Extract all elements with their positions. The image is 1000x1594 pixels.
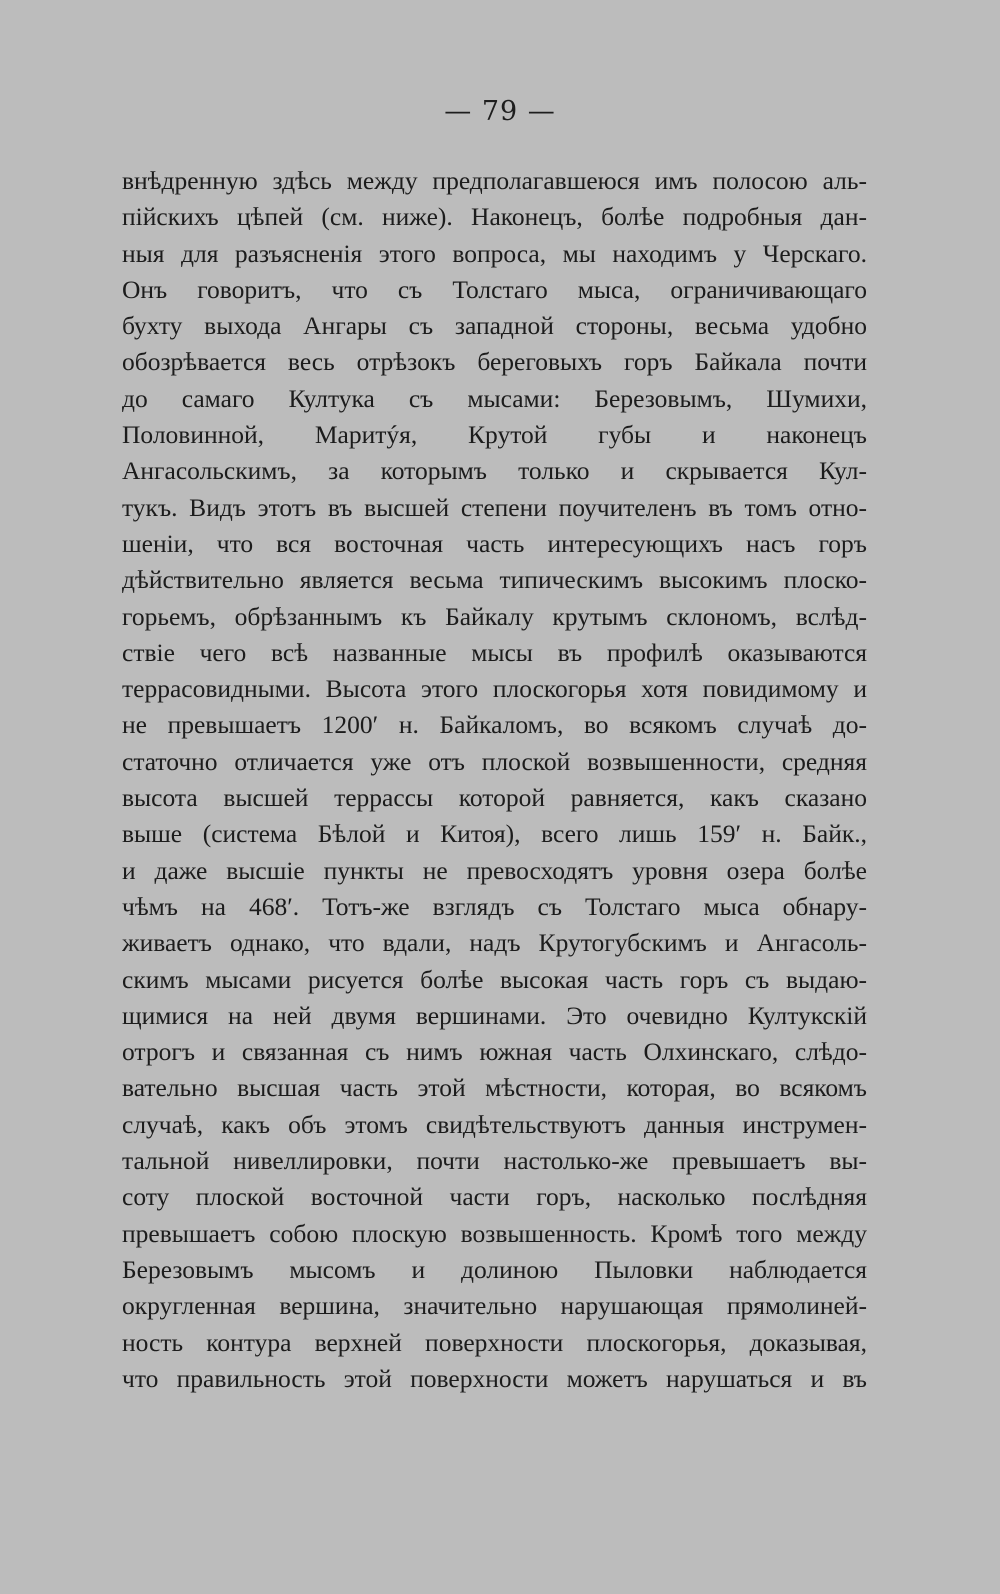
text-line: тальной нивеллировки, почти настолько-же превышаетъ вы-: [122, 1146, 867, 1176]
text-line: бухту выхода Ангары съ западной стороны, весьма удобно: [122, 311, 867, 341]
page-number: — 79 —: [444, 96, 556, 127]
text-line: соту плоской восточной части горъ, насколько послѣдняя: [122, 1182, 867, 1212]
text-line: выше (система Бѣлой и Китоя), всего лишь 159′ н. Байк.,: [122, 819, 867, 849]
text-line: Половинной, Маритýя, Крутой губы и наконецъ: [122, 420, 867, 450]
text-line: живаетъ однако, что вдали, надъ Крутогубскимъ и Ангасоль-: [122, 928, 867, 958]
text-line: тукъ. Видъ этотъ въ высшей степени поучителенъ въ томъ отно-: [122, 492, 867, 522]
text-line: ныя для разъясненія этого вопроса, мы находимъ у Черскаго.: [122, 238, 867, 268]
text-line: статочно отличается уже отъ плоской возвышенности, средняя: [122, 746, 867, 776]
text-line: не превышаетъ 1200′ н. Байкаломъ, во всякомъ случаѣ до-: [122, 710, 867, 740]
text-line: пійскихъ цѣпей (см. ниже). Наконецъ, болѣе подробныя дан-: [122, 202, 867, 232]
text-line: горьемъ, обрѣзаннымъ къ Байкалу крутымъ склономъ, вслѣд-: [122, 601, 867, 631]
text-line: скимъ мысами рисуется болѣе высокая часть горъ съ выдаю-: [122, 964, 867, 994]
text-line: террасовидными. Высота этого плоскогорья хотя повидимому и: [122, 674, 867, 704]
text-line: внѣдренную здѣсь между предполагавшеюся имъ полосою аль-: [122, 166, 867, 195]
text-line: Березовымъ мысомъ и долиною Пыловки наблюдается: [122, 1254, 867, 1284]
text-line: ствіе чего всѣ названные мысы въ профилѣ оказываются: [122, 637, 867, 667]
body-text: [122, 163, 867, 1397]
text-line: превышаетъ собою плоскую возвышенность. Кромѣ того между: [122, 1218, 867, 1248]
text-line: до самаго Култука съ мысами: Березовымъ, Шумихи,: [122, 383, 867, 413]
text-line: Онъ говоритъ, что съ Толстаго мыса, ограничивающаго: [122, 274, 867, 304]
text-line: что правильность этой поверхности можетъ нарушаться и въ: [122, 1363, 867, 1393]
text-line: высота высшей террассы которой равняется, какъ сказано: [122, 783, 867, 813]
text-line: Ангасольскимъ, за которымъ только и скрывается Кул-: [122, 456, 867, 486]
text-line: дѣйствительно является весьма типическимъ высокимъ плоско-: [122, 565, 867, 595]
text-line: вательно высшая часть этой мѣстности, которая, во всякомъ: [122, 1073, 867, 1103]
text-line: и даже высшіе пункты не превосходятъ уровня озера болѣе: [122, 855, 867, 885]
text-line: чѣмъ на 468′. Тотъ-же взглядъ съ Толстаго мыса обнару-: [122, 891, 867, 921]
text-line: шеніи, что вся восточная часть интересующихъ насъ горъ: [122, 528, 867, 558]
text-line: обозрѣвается весь отрѣзокъ береговыхъ горъ Байкала почти: [122, 347, 867, 377]
text-line: случаѣ, какъ объ этомъ свидѣтельствуютъ данныя инструмен-: [122, 1109, 867, 1139]
text-line: отрогъ и связанная съ нимъ южная часть Олхинскаго, слѣдо-: [122, 1037, 867, 1067]
text-line: щимися на ней двумя вершинами. Это очевидно Култукскій: [122, 1000, 867, 1030]
text-line: округленная вершина, значительно нарушающая прямолиней-: [122, 1291, 867, 1321]
text-line: ность контура верхней поверхности плоскогорья, доказывая,: [122, 1327, 867, 1357]
